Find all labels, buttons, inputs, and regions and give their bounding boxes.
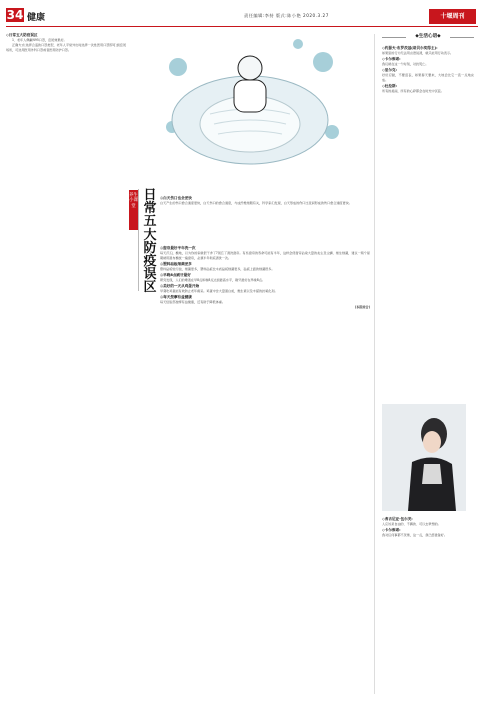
quote-author: ◇杜拉斯: xyxy=(382,84,397,88)
col2-top-heading: ◎白天伤口也会更快 xyxy=(160,196,192,200)
column-divider xyxy=(374,34,375,694)
portrait-photo xyxy=(382,404,466,511)
col1-heading: ◇日常五大防疫误区 xyxy=(6,33,38,37)
source-note: (本报综合) xyxy=(354,305,370,309)
page-number: 34 xyxy=(6,8,24,22)
quote-author: ◇卡尔维诺: xyxy=(382,57,401,61)
brand-logo: 十堰周刊 xyxy=(429,9,476,24)
column-tag: 养生小课堂 xyxy=(129,190,138,230)
col1-text xyxy=(6,38,126,53)
heading-rule-left xyxy=(382,37,406,38)
quotes-column-lower xyxy=(382,516,474,691)
quote-text: 人应该是自由的、不羁的、可以去梦想的。 xyxy=(382,522,441,526)
col1-p2: 正确方式:选择合适的口罩类型，老年人平常外出时选择一次性医用口罩即可;到密闭场所，可选用医用外科口罩或者医用防护口罩。 xyxy=(6,43,126,52)
section-title: 健康 xyxy=(27,13,46,23)
col2-h2: ◎塑料砧板细菌更多 xyxy=(160,262,192,266)
mask-illustration xyxy=(148,32,353,182)
quote-author: ◇里尔克: xyxy=(382,68,397,72)
col2-h1: ◎窗帘最好半年洗一次 xyxy=(160,246,196,250)
sidebar-heading xyxy=(382,33,474,41)
quote-text: 我对任何事都不厌倦，这一点，我已经准备好。 xyxy=(382,533,447,537)
article-column-1 xyxy=(6,32,126,692)
article-title xyxy=(138,188,160,296)
quote-text: 好好忍耐，不要沮丧，如果春天要来，大地会比它一直一点地完成。 xyxy=(382,73,474,82)
editor-meta: 责任编辑:李持 版式:陈小艳 2020.3.27 xyxy=(244,13,329,18)
quote-text: 所有的美丽，所有的心碎都会在时光中沉淀。 xyxy=(382,89,444,93)
article-column-2-top xyxy=(160,195,370,235)
col1-p1: 1．老年人佩戴N95口罩，密闭效果好。 xyxy=(12,38,67,42)
col2-p1: 每天打扫，擦地，以为你的家就很干净了?别忘了清洗窗帘。有些窗帘的寿命可能有半年，这样会使窗帘沾染大量的灰尘及尘螨、细生细菌，建议一两个星期就用湿布擦拭一遍窗帘，必须半年彻底清洗一次。 xyxy=(160,251,370,260)
quote-author: ◇弗吉尼亚·伍尔芙: xyxy=(382,517,413,521)
header-rule xyxy=(6,26,478,27)
quote-text: 我们就在这一个时刻，对抗死亡。 xyxy=(382,62,429,66)
quotes-column xyxy=(382,45,474,400)
col2-h3: ◎早晚8点刷牙最好 xyxy=(160,273,191,277)
col2-p5: 每天给脸部按摩有益健康，还有助于降低体重。 xyxy=(160,300,225,304)
col2-h4: ◎美好的一天从鸡蛋开始 xyxy=(160,284,200,288)
woman-figure xyxy=(382,404,466,511)
col2-h5: ◎每天按摩有益健康 xyxy=(160,295,192,299)
article-column-2 xyxy=(160,245,370,685)
col2-p2: 塑料砧板较污浊，细菌更多，塑料砧板比木质砧板细菌更多，砧板上面的细菌很多。 xyxy=(160,267,275,271)
col2-p4: 早餐吃鸡蛋能有效防止老年痴呆。鸡蛋中含大量蛋白质，维生素以及丰富的抗氧化剂。 xyxy=(160,289,278,293)
col2-top-text: 白天产生的伤口愈合速度更快，白天伤口的愈合速度，与成纤维细胞有关，科学家们发现，白天形成的伤口比夜间形成的伤口愈合速度更快。 xyxy=(160,201,352,205)
sidebar-heading-label: ◆生活心语◆ xyxy=(415,34,441,39)
heading-rule-right xyxy=(450,37,474,38)
article-title-text: 日常五大防疫误区 xyxy=(143,188,157,296)
quote-author: ◇卡尔维诺: xyxy=(382,528,401,532)
quote-text: 如果爱的行为无法用言语说清，就只能用行动表示。 xyxy=(382,51,454,55)
col2-p3: 研究发现，人们的唾液在早8点和晚8点达到最高水平，刷牙最好在早晚8点。 xyxy=(160,278,265,282)
doctor-figure xyxy=(234,56,266,112)
quote-author: ◇约瑟夫·布罗茨基(诺贝尔奖得主): xyxy=(382,46,438,50)
